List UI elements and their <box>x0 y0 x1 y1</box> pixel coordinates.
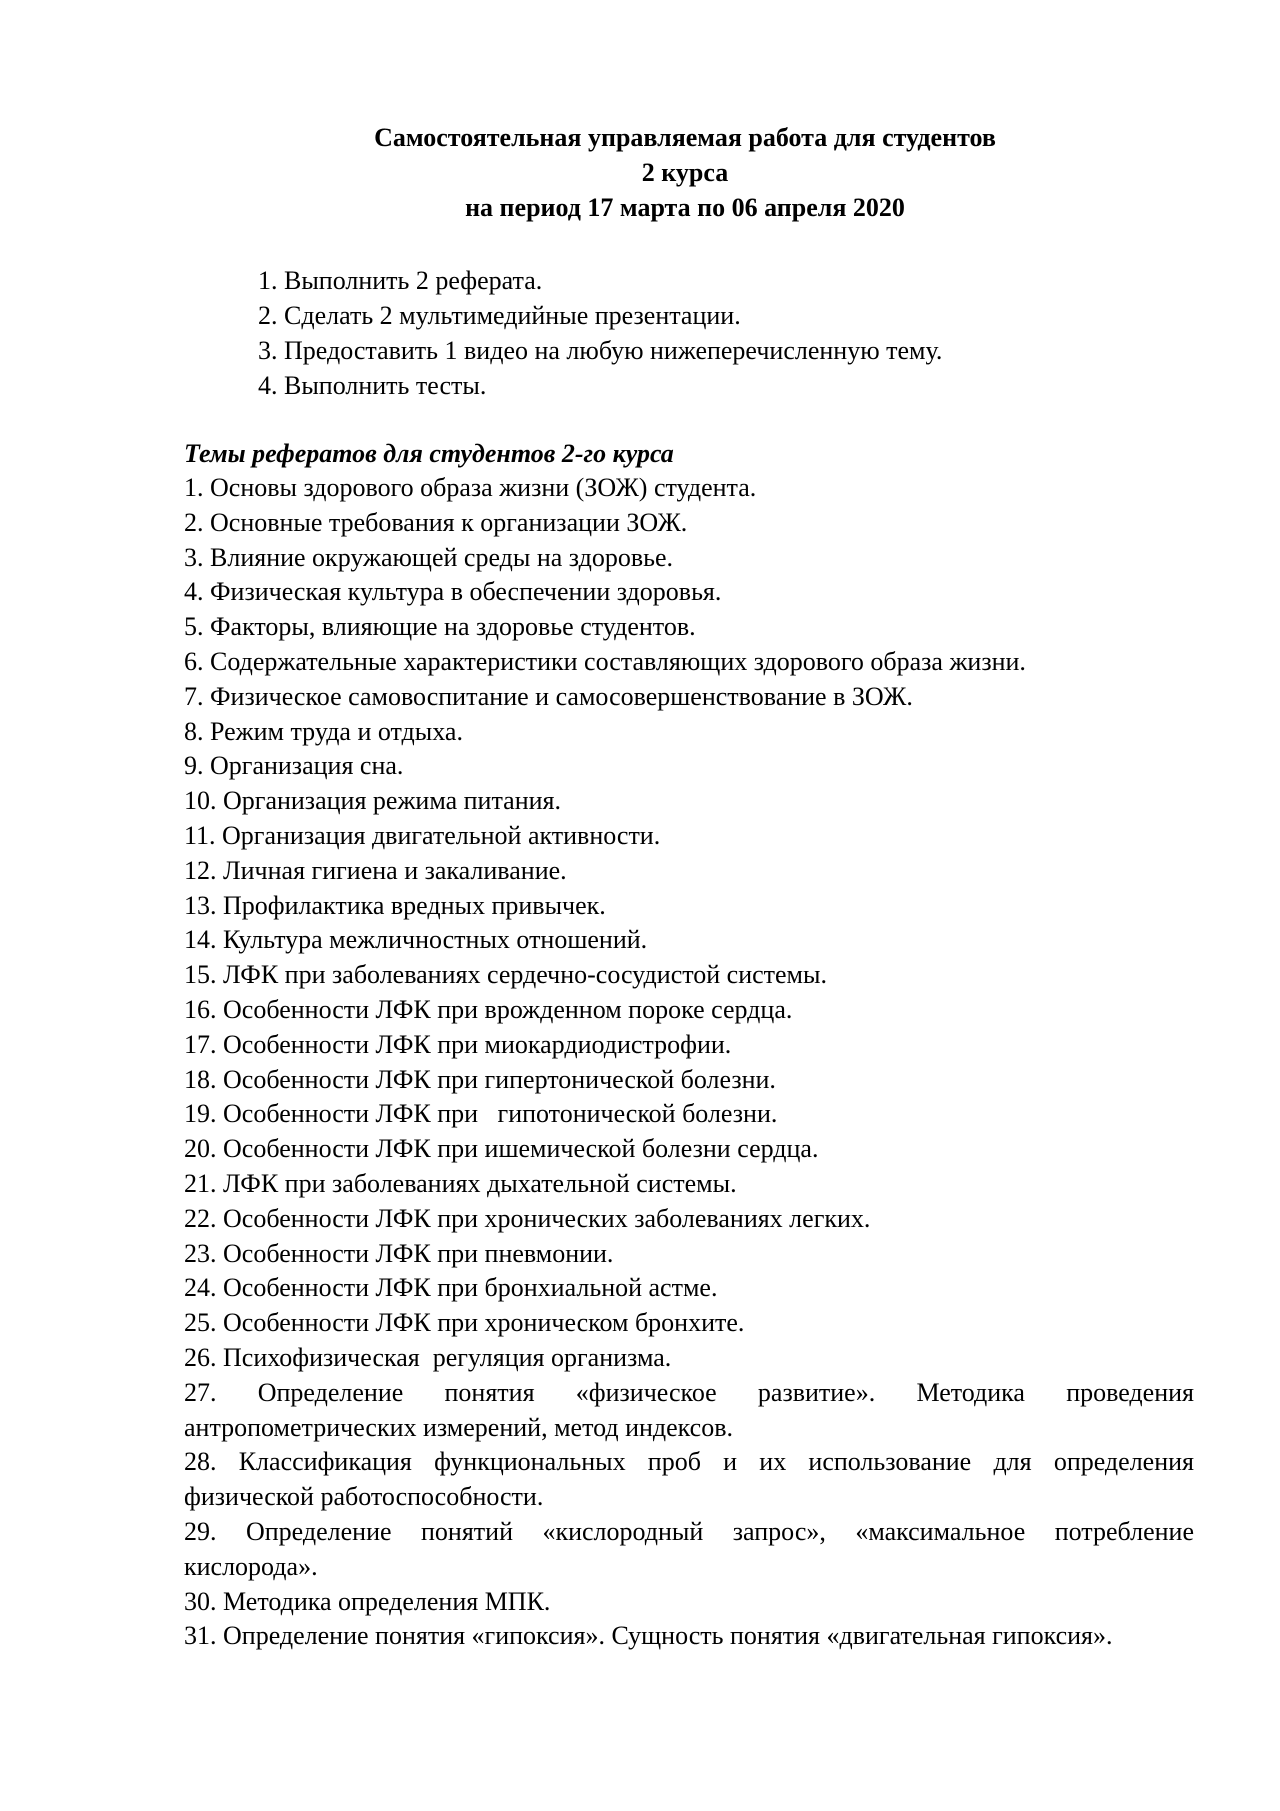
topic-item: 21. ЛФК при заболеваниях дыхательной системы. <box>184 1168 737 1198</box>
topics-heading: Темы рефератов для студентов 2-го курса <box>184 439 674 468</box>
topic-item: 11. Организация двигательной активности. <box>184 820 661 850</box>
document-title <box>0 120 1280 225</box>
topic-item: 29. Определение понятий «кислородный запрос», «максимальное потребление кислорода». <box>184 1516 1194 1581</box>
topic-item: 22. Особенности ЛФК при хронических заболеваниях легких. <box>184 1203 871 1233</box>
topic-item: 13. Профилактика вредных привычек. <box>184 890 606 920</box>
title-line-3: на период 17 марта по 06 апреля 2020 <box>465 193 905 222</box>
topic-item: 15. ЛФК при заболеваниях сердечно-сосудистой системы. <box>184 960 827 990</box>
topic-item: 23. Особенности ЛФК при пневмонии. <box>184 1238 614 1268</box>
topic-item: 3. Влияние окружающей среды на здоровье. <box>184 542 673 572</box>
topic-item: 6. Содержательные характеристики составляющих здорового образа жизни. <box>184 646 1026 676</box>
topic-item: 12. Личная гигиена и закаливание. <box>184 855 567 885</box>
topic-item: 8. Режим труда и отдыха. <box>184 716 463 746</box>
topic-item: 27. Определение понятия «физическое развитие». Методика проведения антропометрических измерений, метод индексов. <box>184 1377 1194 1442</box>
topic-item: 7. Физическое самовоспитание и самосовершенствование в ЗОЖ. <box>184 681 913 711</box>
task-item: 3. Предоставить 1 видео на любую нижеперечисленную тему. <box>258 336 943 365</box>
topic-item: 1. Основы здорового образа жизни (ЗОЖ) студента. <box>184 473 757 502</box>
topic-item: 5. Факторы, влияющие на здоровье студентов. <box>184 612 696 642</box>
topic-item: 10. Организация режима питания. <box>184 786 561 816</box>
title-line-2: 2 курса <box>641 158 729 187</box>
topic-item: 14. Культура межличностных отношений. <box>184 925 648 955</box>
topic-item: 2. Основные требования к организации ЗОЖ. <box>184 507 688 537</box>
title-line-1: Самостоятельная управляемая работа для студентов <box>374 123 996 152</box>
topic-item: 31. Определение понятия «гипоксия». Сущность понятия «двигательная гипоксия». <box>184 1621 1113 1651</box>
topic-item: 26. Психофизическая регуляция организма. <box>184 1342 672 1372</box>
topic-item: 19. Особенности ЛФК при гипотонической болезни. <box>184 1099 778 1129</box>
topic-item: 4. Физическая культура в обеспечении здоровья. <box>184 577 722 607</box>
topic-item: 25. Особенности ЛФК при хроническом бронхите. <box>184 1308 745 1338</box>
task-item: 4. Выполнить тесты. <box>258 371 487 400</box>
topic-item: 17. Особенности ЛФК при миокардиодистрофии. <box>184 1029 732 1059</box>
topic-item: 16. Особенности ЛФК при врожденном пороке сердца. <box>184 994 793 1024</box>
topic-item: 18. Особенности ЛФК при гипертонической болезни. <box>184 1064 776 1094</box>
task-item: 1. Выполнить 2 реферата. <box>258 266 543 295</box>
topic-item: 30. Методика определения МПК. <box>184 1586 551 1616</box>
topic-list <box>184 471 1194 1654</box>
task-item: 2. Сделать 2 мультимедийные презентации. <box>258 301 741 330</box>
topic-item: 24. Особенности ЛФК при бронхиальной астме. <box>184 1273 718 1303</box>
topic-item: 9. Организация сна. <box>184 751 404 781</box>
task-list <box>258 263 942 403</box>
topic-item: 20. Особенности ЛФК при ишемической болезни сердца. <box>184 1134 819 1164</box>
topic-item: 28. Классификация функциональных проб и их использование для определения физической работоспособности. <box>184 1447 1194 1512</box>
